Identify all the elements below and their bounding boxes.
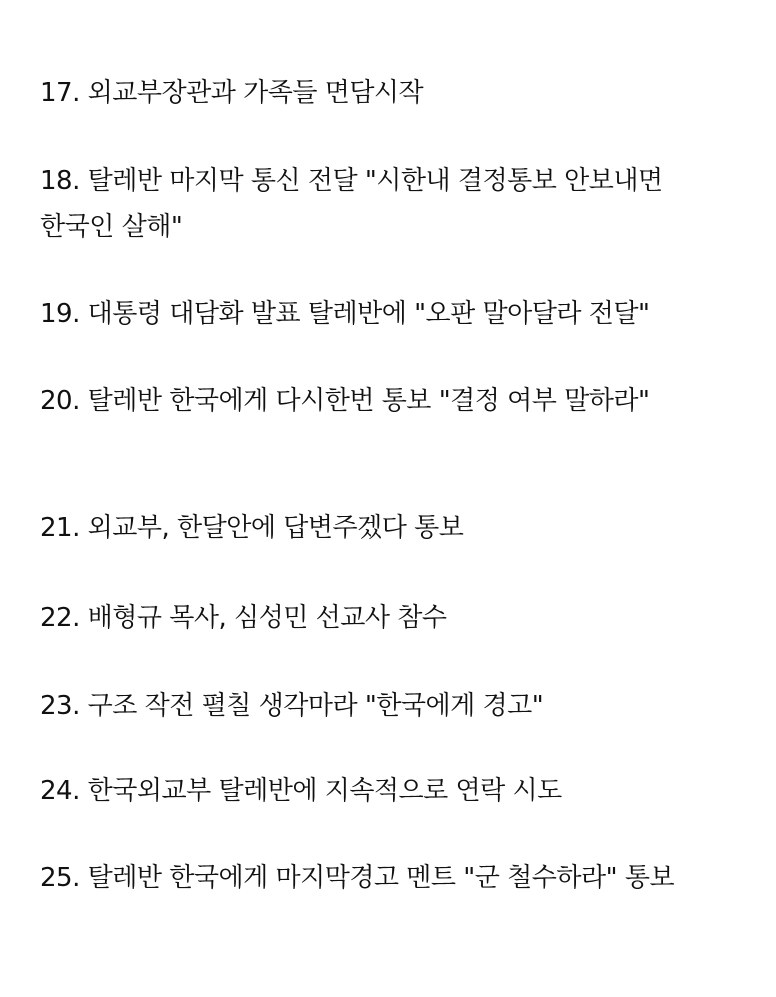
- item-number: 21.: [40, 513, 80, 543]
- list-item-21: [40, 505, 700, 551]
- list-item-22: [40, 595, 700, 641]
- item-text: 탈레반 한국에게 마지막경고 멘트 "군 철수하라" 통보: [87, 863, 675, 893]
- item-text: 배형규 목사, 심성민 선교사 참수: [87, 603, 447, 633]
- item-text: 탈레반 마지막 통신 전달 "시한내 결정통보 안보내면 한국인 살해": [40, 166, 663, 242]
- item-text: 탈레반 한국에게 다시한번 통보 "결정 여부 말하라": [87, 386, 650, 416]
- item-number: 22.: [40, 603, 80, 633]
- list-item-17: [40, 70, 700, 116]
- item-text: 한국외교부 탈레반에 지속적으로 연락 시도: [87, 776, 562, 806]
- item-number: 20.: [40, 386, 80, 416]
- item-text: 대통령 대담화 발표 탈레반에 "오판 말아달라 전달": [87, 299, 650, 329]
- item-number: 25.: [40, 863, 80, 893]
- list-item-20: [40, 378, 700, 424]
- item-text: 외교부장관과 가족들 면담시작: [87, 78, 424, 108]
- list-item-18: [40, 158, 700, 250]
- item-text: 외교부, 한달안에 답변주겠다 통보: [87, 513, 464, 543]
- list-item-19: [40, 291, 700, 337]
- list-item-23: [40, 683, 700, 729]
- item-number: 18.: [40, 166, 80, 196]
- item-number: 19.: [40, 299, 80, 329]
- list-item-25: [40, 855, 700, 901]
- item-number: 23.: [40, 691, 80, 721]
- item-number: 24.: [40, 776, 80, 806]
- list-item-24: [40, 768, 700, 814]
- item-number: 17.: [40, 78, 80, 108]
- item-text: 구조 작전 펼칠 생각마라 "한국에게 경고": [87, 691, 544, 721]
